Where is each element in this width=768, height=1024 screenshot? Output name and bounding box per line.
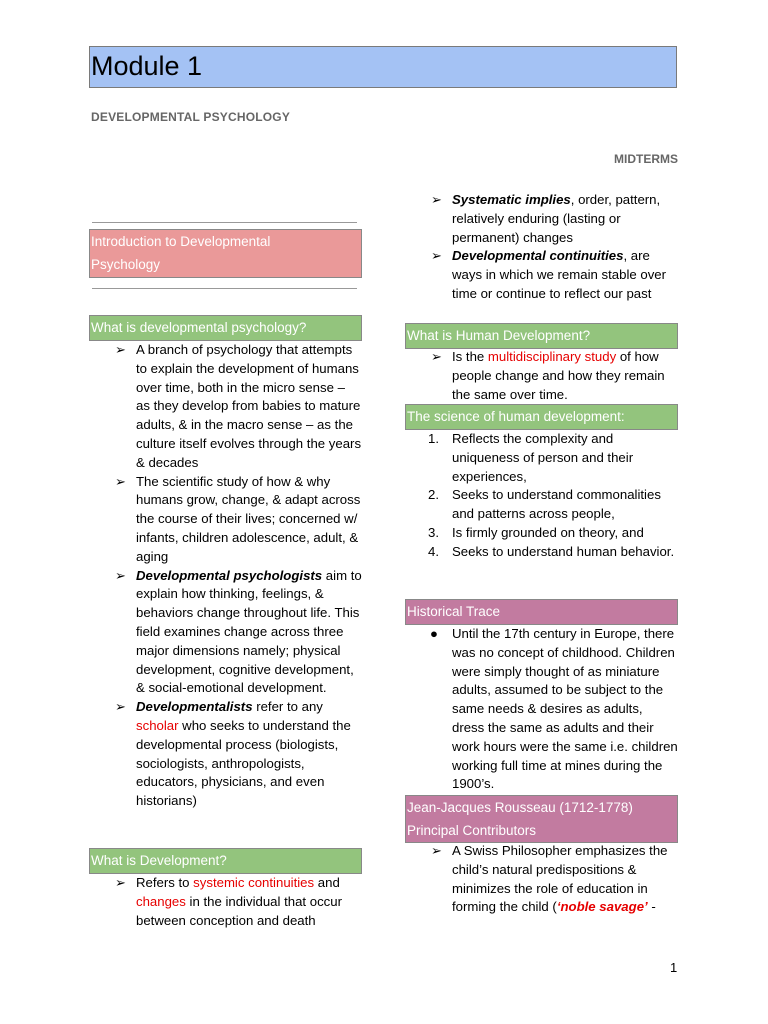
- science-item-text: Seeks to understand human behavior.: [452, 543, 675, 559]
- rousseau-header-line2: Principal Contributors: [407, 823, 537, 838]
- devpsych-item3-text: aim to explain how thinking, feelings, & behaviors change throughout life. This field examines change across three major dimensions namely; physical development, cognitive development, & social-emotional development.: [136, 567, 362, 696]
- human-development-highlight: multidisciplinary study: [487, 349, 617, 364]
- list-item: [431, 842, 678, 917]
- rousseau-header: [405, 795, 678, 843]
- list-item: [428, 486, 678, 524]
- devpsych-item3-term: Developmental psychologists: [136, 567, 323, 583]
- document-subtitle: DEVELOPMENTAL PSYCHOLOGY: [91, 110, 291, 124]
- rousseau-list: [431, 842, 678, 917]
- continuities-text: , are ways in which we remain stable over time or continue to reflect our past: [452, 248, 667, 301]
- development-highlight-1: systemic continuities: [193, 875, 315, 890]
- devpsych-item4-text-a: refer to any: [252, 699, 323, 715]
- module-title-box: [89, 46, 677, 88]
- devpsych-header: What is developmental psychology?: [89, 315, 362, 341]
- list-item: [428, 524, 678, 543]
- arrow-bullet-icon: ➢: [431, 248, 443, 264]
- devpsych-item2-text: The scientific study of how & why humans grow, change, & adapt across the course of their lives; concerned w/ infants, children adolescence, adult, & aging: [136, 473, 361, 564]
- science-item-text: Seeks to understand commonalities and patterns across people,: [452, 487, 661, 522]
- development-list: [115, 874, 362, 930]
- devpsych-item4-term: Developmentalists: [136, 699, 253, 715]
- historical-list: [430, 625, 678, 794]
- arrow-bullet-icon: ➢: [431, 192, 443, 207]
- list-item: [428, 430, 678, 486]
- list-number: 2.: [428, 487, 439, 503]
- historical-text: Until the 17th century in Europe, there was no concept of childhood. Children were simply thought of as miniature adults, assumed to be subject to the same needs & desires as adults, dress the same as adults and their work hours were the same i.e. children working full time at mines during the 1900’s.: [452, 626, 678, 792]
- devpsych-item1-text: A branch of psychology that attempts to explain the development of humans over time, both in the micro sense – as they develop from babies to mature adults, & in the macro sense – as the culture itself evolves through the years & decades: [136, 342, 362, 470]
- historical-header: Historical Trace: [405, 599, 678, 625]
- divider-bottom: [92, 288, 357, 289]
- arrow-bullet-icon: ➢: [115, 567, 127, 583]
- human-development-pre: Is the: [452, 349, 488, 364]
- intro-header: [89, 229, 362, 278]
- development-text-mid: and: [314, 875, 340, 890]
- devpsych-item4-highlight: scholar: [136, 717, 179, 733]
- development-highlight-2: changes: [136, 893, 186, 909]
- round-bullet-icon: ●: [430, 626, 438, 641]
- exam-label: MIDTERMS: [614, 152, 678, 166]
- systematic-term: Systematic implies: [452, 192, 571, 207]
- science-list: [428, 430, 678, 562]
- development-text-pre: Refers to: [136, 875, 194, 890]
- list-item: [115, 473, 362, 567]
- list-number: 1.: [428, 431, 439, 446]
- development-header: What is Development?: [89, 848, 362, 874]
- list-item: [431, 247, 678, 303]
- systematic-text: , order, pattern, relatively enduring (lasting or permanent) changes: [452, 192, 661, 245]
- list-number: 4.: [428, 543, 439, 559]
- rousseau-term: ‘noble savage’: [556, 899, 648, 915]
- science-header: The science of human development:: [405, 404, 678, 430]
- rousseau-text-pre: A Swiss Philosopher emphasizes the child’s natural predispositions & minimizes the role of education in forming the child (: [452, 843, 668, 915]
- devpsych-list: [115, 341, 362, 811]
- devpsych-item4-text-b: who seeks to understand the developmental process (biologists, sociologists, anthropologists, educators, physicians, and even historians): [136, 717, 351, 809]
- arrow-bullet-icon: ➢: [115, 473, 127, 489]
- human-development-list: [431, 348, 678, 404]
- list-number: 3.: [428, 524, 439, 540]
- development-text-post: in the individual that occur between conception and death: [136, 893, 343, 928]
- human-development-header: What is Human Development?: [405, 323, 678, 349]
- list-item: [431, 191, 678, 247]
- arrow-bullet-icon: ➢: [115, 699, 127, 715]
- list-item: [430, 625, 678, 794]
- intro-header-line2: Psychology: [91, 257, 161, 272]
- human-development-post: of how people change and how they remain the same over time.: [452, 349, 665, 402]
- intro-header-line1: Introduction to Developmental: [91, 234, 271, 249]
- list-item: [431, 348, 678, 404]
- divider-top: [92, 222, 357, 223]
- list-item: [428, 543, 678, 562]
- list-item: [115, 874, 362, 930]
- list-item: [115, 698, 362, 811]
- science-item-text: Reflects the complexity and uniqueness of person and their experiences,: [452, 431, 634, 484]
- arrow-bullet-icon: ➢: [431, 349, 443, 364]
- continuities-list: [431, 191, 678, 304]
- arrow-bullet-icon: ➢: [115, 342, 127, 357]
- science-item-text: Is firmly grounded on theory, and: [452, 524, 644, 540]
- arrow-bullet-icon: ➢: [115, 875, 127, 890]
- list-item: [115, 567, 362, 699]
- rousseau-text-post: -: [647, 899, 656, 915]
- rousseau-header-line1: Jean-Jacques Rousseau (1712-1778): [407, 800, 633, 815]
- arrow-bullet-icon: ➢: [431, 843, 443, 858]
- list-item: [115, 341, 362, 473]
- continuities-term: Developmental continuities: [452, 248, 624, 264]
- page-number: 1: [670, 960, 678, 975]
- module-title: Module 1: [91, 51, 203, 81]
